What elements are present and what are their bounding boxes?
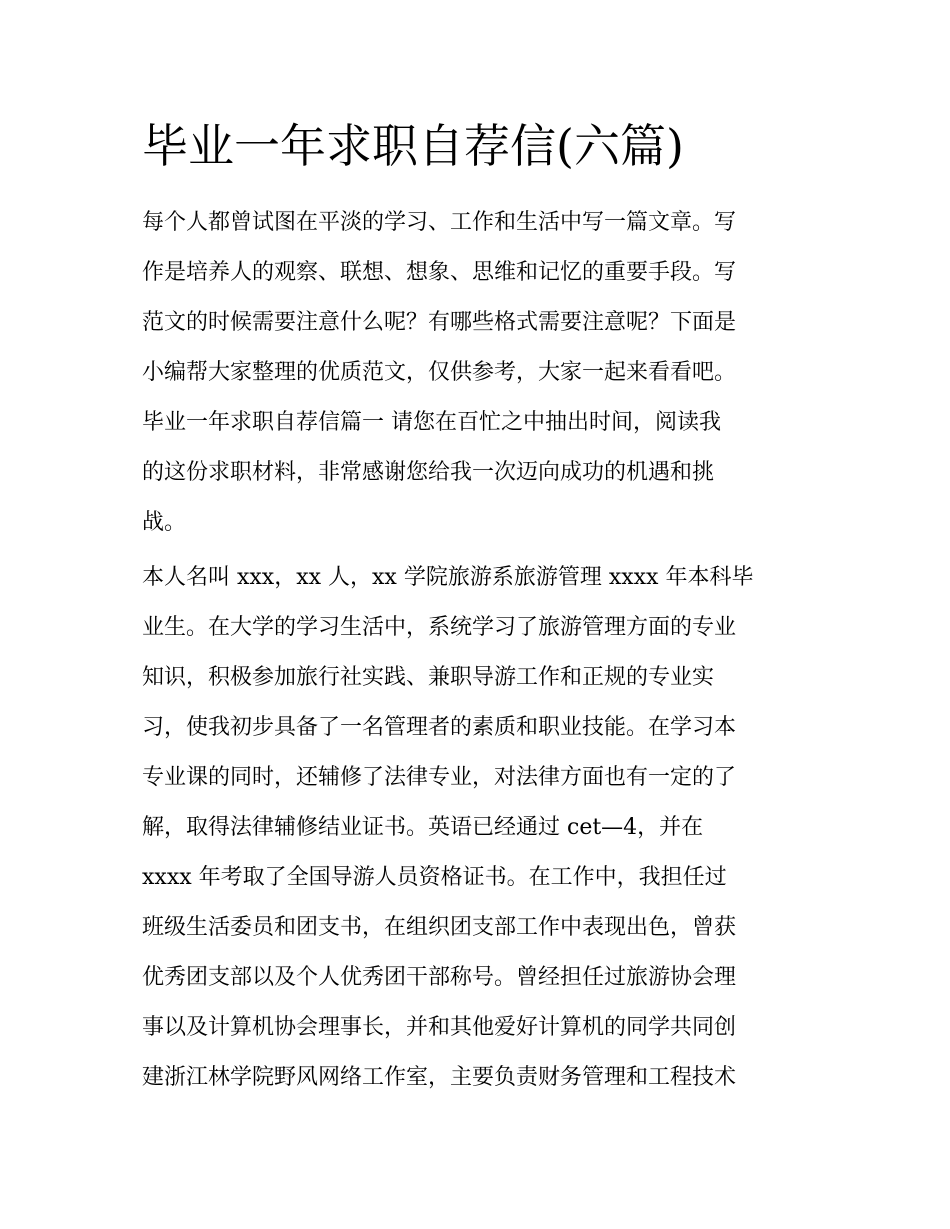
body-line: 作是培养人的观察、联想、想象、思维和记忆的重要手段。写 <box>142 260 737 285</box>
body-line: 业生。在大学的学习生活中，系统学习了旅游管理方面的专业 <box>142 615 737 640</box>
body-line: 建浙江林学院野风网络工作室，主要负责财务管理和工程技术 <box>142 1065 737 1090</box>
body-line: 每个人都曾试图在平淡的学习、工作和生活中写一篇文章。写 <box>142 210 737 235</box>
body-line: 解，取得法律辅修结业证书。英语已经通过 cet—4，并在 <box>142 815 704 840</box>
body-line: 班级生活委员和团支书，在组织团支部工作中表现出色，曾获 <box>142 915 737 940</box>
body-line: xxxx 年考取了全国导游人员资格证书。在工作中，我担任过 <box>142 865 727 890</box>
body-line: 事以及计算机协会理事长，并和其他爱好计算机的同学共同创 <box>142 1015 737 1040</box>
body-line: 战。 <box>142 510 187 535</box>
body-line: 习，使我初步具备了一名管理者的素质和职业技能。在学习本 <box>142 715 737 740</box>
body-line: 范文的时候需要注意什么呢？有哪些格式需要注意呢？下面是 <box>142 310 737 335</box>
body-line: 知识，积极参加旅行社实践、兼职导游工作和正规的专业实 <box>142 665 715 690</box>
body-line: 本人名叫 xxx，xx 人，xx 学院旅游系旅游管理 xxxx 年本科毕 <box>142 565 754 590</box>
body-line: 小编帮大家整理的优质范文，仅供参考，大家一起来看看吧。 <box>142 360 737 385</box>
body-line: 毕业一年求职自荐信篇一 请您在百忙之中抽出时间，阅读我 <box>142 410 721 435</box>
body-line: 优秀团支部以及个人优秀团干部称号。曾经担任过旅游协会理 <box>142 965 737 990</box>
body-line: 的这份求职材料，非常感谢您给我一次迈向成功的机遇和挑 <box>142 460 715 485</box>
document-title: 毕业一年求职自荐信(六篇) <box>142 119 684 173</box>
body-line: 专业课的同时，还辅修了法律专业，对法律方面也有一定的了 <box>142 765 737 790</box>
